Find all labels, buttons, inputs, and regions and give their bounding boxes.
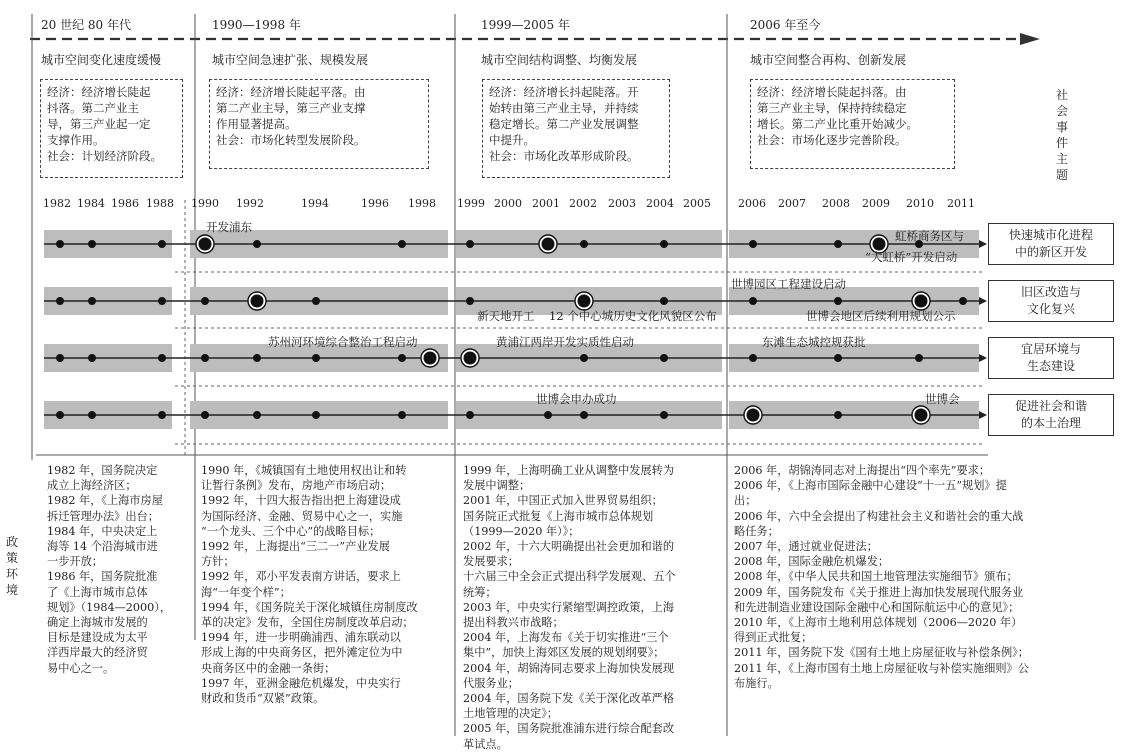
policy-line: 一步开放； (47, 555, 103, 569)
policy-line: 2008 年，《中华人民共和国土地管理法实施细节》颁布； (734, 570, 1018, 584)
policy-line: 洋西岸最大的经济贸 (47, 646, 148, 660)
policy-line: 1982 年，国务院决定 (47, 464, 158, 477)
period-1-label: 20 世纪 80 年代 (41, 18, 131, 32)
policy-line: 让暂行条例》发布，房地产市场启动； (201, 479, 392, 493)
theme-line: 中的新区开发 (1014, 245, 1087, 259)
key-event-dot (873, 238, 886, 251)
event-dot (834, 354, 842, 362)
policy-column-1990s (201, 463, 418, 706)
event-label: “大虹桥”开发启动 (865, 250, 958, 264)
event-dot (312, 297, 320, 305)
policy-line: 易中心之一。 (47, 661, 115, 675)
box-line: 增长。第二产业比重开始减少。 (757, 117, 918, 131)
policy-line: 2005 年，国务院批准浦东进行综合配套改 (463, 722, 675, 736)
key-event-dot (747, 409, 760, 422)
year-label: 1999 (457, 197, 485, 210)
key-event-dot (915, 295, 928, 308)
policy-line: 2009 年，国务院发布《关于推进上海加快发展现代服务业 (734, 585, 1024, 599)
key-event-dot (199, 238, 212, 251)
event-dot (158, 354, 166, 362)
policy-line: 拆迁管理办法》出台； (47, 509, 159, 523)
policy-line: 提出科教兴市战略； (463, 616, 564, 630)
box-line: 始转由第三产业主导，并持续 (489, 101, 639, 115)
box-line: 第二产业主导，第三产业支撑 (216, 101, 366, 115)
event-label: 12 个中心城历史文化风貌区公布 (549, 309, 717, 323)
box-line: 中提升。 (489, 133, 535, 147)
policy-line: 规划》（1984—2000）， (47, 600, 172, 614)
policy-line: 发展要求； (463, 555, 519, 569)
theme-line: 的本土治理 (1020, 416, 1081, 430)
theme-line: 快速城市化进程 (1008, 228, 1093, 242)
box-line: 社会：市场化转型发展阶段。 (216, 133, 366, 147)
key-event-dot (424, 352, 437, 365)
year-label: 1986 (111, 197, 139, 210)
policy-line: 布施行。 (734, 676, 779, 690)
period-2-label: 1990—1998 年 (212, 18, 301, 32)
theme-line: 宜居环境与 (1020, 342, 1081, 356)
policy-line: 2011 年，《上海市国有土地上房屋征收与补偿实施细则》公 (734, 661, 1029, 675)
policy-line: 央商务区中的金融一条街； (201, 661, 336, 675)
event-label: 世博园区工程建设启动 (731, 277, 846, 291)
event-dot (201, 354, 209, 362)
box-line: 经济：经济增长抖起陡落。开 (489, 85, 639, 99)
event-dot (158, 411, 166, 419)
event-dot (660, 354, 668, 362)
key-event-dot (542, 238, 555, 251)
year-label: 2007 (778, 197, 806, 210)
year-label: 2000 (494, 197, 522, 210)
policy-line: 方针； (201, 555, 235, 569)
event-dot (834, 411, 842, 419)
year-label: 2003 (608, 197, 636, 210)
box-line: 导，第三产业起一定 (47, 117, 151, 131)
policy-line: “一个龙头、三个中心”的战略目标； (201, 524, 381, 538)
theme-new-district (988, 223, 1114, 265)
box-line: 经济：经济增长陡起 (47, 85, 151, 99)
event-label: 世博会地区后续利用规划公示 (806, 309, 956, 323)
event-dot (201, 297, 209, 305)
event-dot (466, 411, 474, 419)
row-arrow (979, 411, 987, 419)
policy-line: 2007 年，通过就业促进法； (734, 540, 878, 554)
policy-line: 海“一年变个样”； (201, 585, 291, 599)
event-label: 东滩生态城控规获批 (762, 335, 866, 349)
event-dot (158, 297, 166, 305)
period-3-label: 1999—2005 年 (481, 18, 570, 32)
key-event-dot (915, 409, 928, 422)
event-dot (580, 354, 588, 362)
policy-line: 2003 年，中央实行紧缩型调控政策，上海 (463, 600, 675, 614)
period-3-subtitle: 城市空间结构调整、均衡发展 (481, 53, 638, 67)
year-label: 2005 (683, 197, 711, 210)
event-dot (834, 297, 842, 305)
year-label: 1982 (43, 197, 71, 210)
event-dot (88, 297, 96, 305)
policy-line: 1992 年，十四大报告指出把上海建设成 (201, 494, 401, 508)
year-label: 1984 (77, 197, 105, 210)
year-label: 2002 (569, 197, 597, 210)
policy-line: 1994 年，进一步明确浦西、浦东联动以 (201, 631, 401, 645)
box-line: 社会：市场化逐步完善阶段。 (757, 133, 907, 147)
year-label: 1988 (146, 197, 174, 210)
event-label: 黄浦江两岸开发实质性启动 (496, 335, 634, 349)
policy-line: 十六届三中全会正式提出科学发展观、五个 (463, 570, 676, 584)
event-dot (398, 354, 406, 362)
event-dot (660, 297, 668, 305)
row-arrow (979, 297, 987, 305)
event-dot (959, 297, 967, 305)
key-event-dot (251, 295, 264, 308)
theme-line: 旧区改造与 (1020, 285, 1081, 299)
event-dot (398, 411, 406, 419)
policy-line: 2010 年，《上海市土地利用总体规划（2006—2020 年） (734, 616, 1023, 630)
event-label: 苏州河环境综合整治工程启动 (268, 335, 418, 349)
side-label-social-events: 社会事件主题 (1055, 88, 1068, 182)
year-label: 1992 (236, 197, 264, 210)
policy-line: 成立上海经济区； (47, 479, 137, 493)
event-dot (660, 240, 668, 248)
policy-line: 为国际经济、金融、贸易中心之一，实施 (201, 509, 403, 523)
policy-column-1980s (47, 463, 171, 676)
event-label: 世博会申办成功 (536, 392, 617, 406)
policy-line: 了《上海市城市总体 (47, 585, 148, 599)
year-label: 1994 (301, 197, 329, 210)
policy-line: 得到正式批复； (734, 631, 813, 645)
event-dot (253, 411, 261, 419)
event-dot (88, 354, 96, 362)
box-line: 社会：计划经济阶段。 (47, 149, 162, 163)
event-dot (749, 240, 757, 248)
policy-line: 革的决定》发布，全国住房制度改革启动； (201, 616, 414, 630)
event-dot (580, 240, 588, 248)
box-line: 经济：经济增长陡起平落。由 (216, 85, 366, 99)
year-label: 2011 (947, 197, 975, 210)
policy-line: 2006 年，胡锦涛同志对上海提出“四个率先”要求； (734, 464, 991, 477)
event-label: 虹桥商务区与 (895, 229, 964, 243)
policy-line: 土地管理的决定》； (463, 707, 559, 721)
box-line: 支撑作用。 (47, 133, 105, 147)
event-dot (201, 411, 209, 419)
policy-line: 2002 年，十六大明确提出社会更加和谐的 (463, 540, 675, 554)
year-label: 2009 (862, 197, 890, 210)
policy-line: 代服务业； (463, 676, 519, 690)
event-dot (660, 411, 668, 419)
box-line: 作用显著提高。 (216, 117, 297, 131)
policy-line: 2004 年，国务院下发《关于深化改革严格 (463, 692, 675, 706)
policy-line: 2008 年，国际金融危机爆发； (734, 555, 890, 569)
row-arrow (979, 240, 987, 248)
event-dot (749, 354, 757, 362)
theme-line: 生态建设 (1026, 359, 1075, 373)
policy-line: 2011 年，国务院下发《国有土地上房屋征收与补偿条例》； (734, 646, 1029, 660)
policy-line: 确定上海城市发展的 (47, 616, 148, 630)
event-label: 世博会 (925, 392, 960, 406)
policy-line: （1999—2020 年）》； (463, 524, 580, 538)
policy-line: 2001 年，中国正式加入世界贸易组织； (463, 494, 663, 508)
event-dot (88, 411, 96, 419)
year-label: 2010 (906, 197, 934, 210)
policy-line: 集中”，加快上海郊区发展的规划纲要》； (463, 646, 665, 660)
policy-line: 出； (734, 494, 757, 508)
year-label: 2008 (822, 197, 850, 210)
policy-column-2000s (463, 463, 676, 752)
policy-line: 革试点。 (463, 737, 508, 751)
event-dot (88, 240, 96, 248)
theme-line: 文化复兴 (1026, 302, 1075, 316)
row-arrow (979, 354, 987, 362)
box-line: 稳定增长。第二产业发展调整 (489, 117, 639, 131)
policy-line: 1992 年，上海提出“三二一”产业发展 (201, 540, 390, 554)
event-dot (466, 240, 474, 248)
policy-line: 发展中调整； (463, 479, 531, 493)
policy-line: 2004 年，胡锦涛同志要求上海加快发展现 (463, 661, 675, 675)
event-dot (56, 297, 64, 305)
policy-line: 财政和货币“双紧”政策。 (201, 692, 325, 706)
year-label: 2006 (738, 197, 766, 210)
event-dot (398, 240, 406, 248)
policy-line: 略任务； (734, 524, 779, 538)
policy-line: 海等 14 个沿海城市进 (47, 540, 158, 554)
policy-line: 1984 年，中央决定上 (47, 524, 158, 538)
event-dot (56, 354, 64, 362)
event-dot (466, 297, 474, 305)
key-event-dot (464, 352, 477, 365)
policy-line: 1986 年，国务院批准 (47, 570, 158, 584)
event-dot (749, 297, 757, 305)
period-4-label: 2006 年至今 (750, 18, 821, 32)
event-label: 新天地开工 (477, 309, 535, 323)
policy-line: 国务院正式批复《上海市城市总体规划 (463, 509, 654, 523)
period-2-subtitle: 城市空间急速扩张、规模发展 (212, 53, 369, 67)
box-line: 抖落。第二产业主 (47, 101, 139, 115)
box-line: 经济：经济增长陡起抖落。由 (757, 85, 907, 99)
year-label: 2001 (532, 197, 560, 210)
event-dot (253, 354, 261, 362)
event-dot (312, 354, 320, 362)
policy-line: 1990 年，《城镇国有土地使用权出让和转 (201, 464, 407, 477)
event-dot (158, 240, 166, 248)
policy-line: 1982 年，《上海市房屋 (47, 494, 163, 508)
event-dot (56, 411, 64, 419)
box-line: 社会：市场化改革形成阶段。 (489, 149, 639, 163)
event-dot (580, 411, 588, 419)
theme-line: 促进社会和谐 (1014, 399, 1087, 413)
period-1-subtitle: 城市空间变化速度缓慢 (41, 53, 162, 67)
policy-line: 目标是建设成为太平 (47, 631, 148, 645)
event-dot (56, 240, 64, 248)
theme-old-district (988, 280, 1114, 322)
year-label: 1990 (191, 197, 219, 210)
policy-line: 1994 年，《国务院关于深化城镇住房制度改 (201, 600, 418, 614)
event-label: 开发浦东 (206, 220, 252, 234)
event-dot (312, 411, 320, 419)
event-dot (544, 411, 552, 419)
policy-line: 1992 年，邓小平发表南方讲话，要求上 (201, 570, 401, 584)
period-4-subtitle: 城市空间整合再构、创新发展 (750, 53, 907, 67)
policy-line: 1999 年，上海明确工业从调整中发展转为 (463, 464, 675, 477)
policy-line: 2006 年，《上海市国际金融中心建设“十一五”规划》提 (734, 479, 1007, 493)
policy-line: 形成上海的中央商务区，把外滩定位为中 (201, 646, 403, 660)
event-dot (253, 240, 261, 248)
policy-column-2006-on (734, 463, 1029, 691)
policy-line: 2004 年，上海发布《关于切实推进“三个 (463, 631, 669, 645)
theme-governance (988, 394, 1114, 436)
year-label: 1996 (361, 197, 389, 210)
box-line: 第三产业主导，保持持续稳定 (757, 101, 907, 115)
year-label: 2004 (646, 197, 674, 210)
event-dot (834, 240, 842, 248)
policy-line: 2006 年，六中全会提出了构建社会主义和谐社会的重大战 (734, 509, 1024, 523)
theme-ecology (988, 337, 1114, 379)
policy-line: 和先进制造业建设国际金融中心和国际航运中心的意见》； (734, 600, 1020, 614)
policy-line: 1997 年，亚洲金融危机爆发，中央实行 (201, 676, 401, 690)
side-label-policy: 政策环境 (5, 535, 18, 597)
key-event-dot (578, 295, 591, 308)
event-dot (915, 354, 923, 362)
year-label: 1998 (408, 197, 436, 210)
policy-line: 统筹； (463, 585, 497, 599)
